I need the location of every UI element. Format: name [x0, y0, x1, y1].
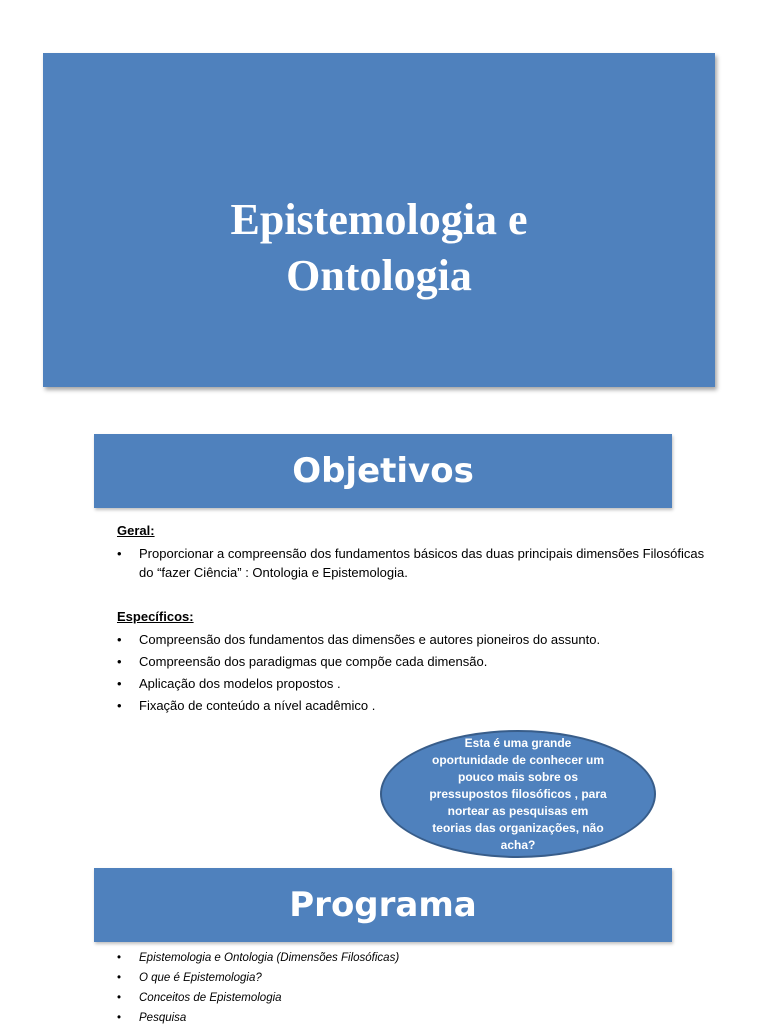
callout-line: pressupostos filosóficos , para [429, 786, 607, 801]
main-title [43, 192, 715, 304]
list-item: • Epistemologia e Ontologia (Dimensões Filosóficas) [117, 948, 677, 968]
list-item: • Compreensão dos fundamentos das dimensões e autores pioneiros do assunto. [117, 630, 717, 649]
callout-line: nortear as pesquisas em [447, 803, 589, 818]
subtitle [43, 396, 715, 434]
list-item: • Fixação de conteúdo a nível acadêmico . [117, 696, 717, 715]
callout-line: acha? [500, 837, 536, 852]
list-item: • O que é Epistemologia? [117, 968, 677, 988]
programa-list [117, 948, 677, 1024]
list-item: • Proporcionar a compreensão dos fundamentos básicos das duas principais dimensões Filosóficas do “fazer Ciência” : Ontologia e Epistemologia. [117, 544, 717, 582]
especificos-heading: Específicos: [117, 609, 194, 624]
list-item: • Conceitos de Epistemologia [117, 988, 677, 1008]
callout-line: teorias das organizações, não [432, 820, 604, 835]
callout-line: pouco mais sobre os [457, 769, 579, 784]
geral-list [117, 544, 717, 585]
list-item: • Pesquisa [117, 1008, 677, 1024]
list-item: • Aplicação dos modelos propostos . [117, 674, 717, 693]
especificos-list [117, 630, 717, 718]
title-slide [43, 53, 715, 432]
main-title-line-2: Ontologia [286, 251, 472, 300]
objetivos-banner: Objetivos [94, 434, 672, 508]
callout-ellipse [380, 730, 656, 858]
callout-line: oportunidade de conhecer um [431, 752, 605, 767]
subtitle-course: Estudos Contemporâneos em Contabilidade [247, 398, 511, 413]
callout-line: Esta é uma grande [464, 735, 572, 750]
callout-text [429, 735, 606, 854]
list-item: • Compreensão dos paradigmas que compõe cada dimensão. [117, 652, 717, 671]
main-title-line-1: Epistemologia e [230, 195, 528, 244]
programa-banner: Programa [94, 868, 672, 942]
geral-heading: Geral: [117, 523, 155, 538]
subtitle-authors: Isaquiel Estamilo & Alcido Juaniha [272, 417, 486, 432]
